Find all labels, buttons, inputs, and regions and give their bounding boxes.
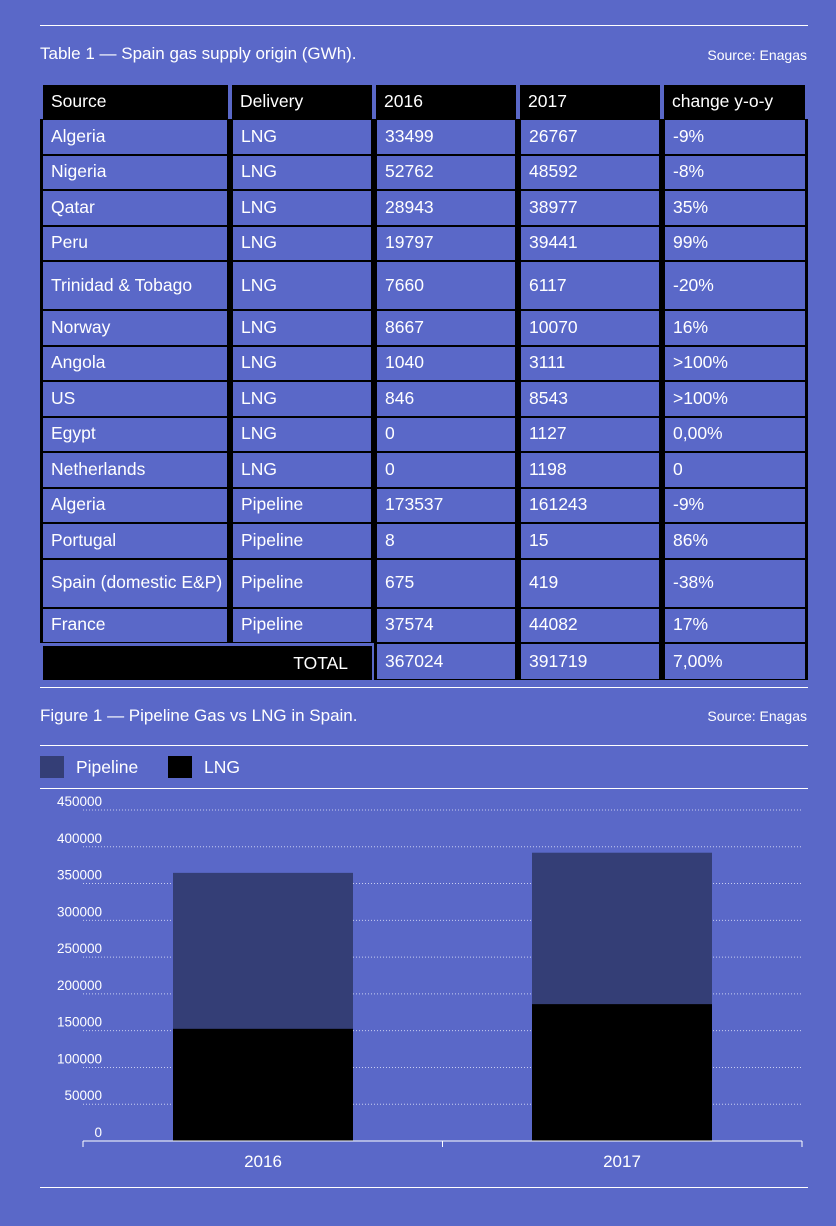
cell-value-2017: 39441: [518, 226, 662, 262]
total-label: TOTAL: [43, 646, 372, 680]
legend-top-rule: [40, 745, 808, 746]
supply-table: [40, 85, 808, 680]
y-tick-label: 350000: [56, 867, 102, 883]
cell-change: -38%: [662, 559, 808, 608]
cell-change: 0: [662, 452, 808, 488]
cell-value-2016: 1040: [374, 346, 518, 382]
cell-value-2016: 19797: [374, 226, 518, 262]
cell-change: 0,00%: [662, 417, 808, 453]
cell-change: -9%: [662, 119, 808, 155]
cell-value-2016: 173537: [374, 488, 518, 524]
cell-value-2017: 161243: [518, 488, 662, 524]
cell-value-2017: 26767: [518, 119, 662, 155]
bar-pipeline-2016: [173, 873, 353, 1029]
cell-source: Trinidad & Tobago: [40, 261, 230, 310]
cell-value-2016: 0: [374, 452, 518, 488]
cell-delivery: Pipeline: [230, 523, 374, 559]
y-tick-label: 450000: [56, 794, 102, 809]
cell-value-2017: 10070: [518, 310, 662, 346]
stacked-bar-chart: [0, 790, 836, 1190]
cell-source: Nigeria: [40, 155, 230, 191]
bar-lng-2017: [532, 1004, 712, 1141]
cell-value-2017: 6117: [518, 261, 662, 310]
cell-delivery: Pipeline: [230, 559, 374, 608]
cell-value-2017: 8543: [518, 381, 662, 417]
cell-delivery: LNG: [230, 310, 374, 346]
cell-delivery: LNG: [230, 190, 374, 226]
y-tick-label: 300000: [56, 904, 102, 920]
cell-source: France: [40, 608, 230, 644]
cell-source: Qatar: [40, 190, 230, 226]
cell-change: 99%: [662, 226, 808, 262]
table-row: [40, 190, 808, 226]
cell-value-2017: 48592: [518, 155, 662, 191]
column-header-delivery: Delivery: [232, 85, 372, 119]
cell-value-2017: 419: [518, 559, 662, 608]
top-rule: [40, 25, 808, 26]
cell-value-2016: 846: [374, 381, 518, 417]
y-tick-label: 0: [94, 1125, 102, 1140]
table-row: [40, 523, 808, 559]
figure-top-rule: [40, 687, 808, 688]
cell-delivery: Pipeline: [230, 608, 374, 644]
cell-change: -9%: [662, 488, 808, 524]
cell-value-2016: 675: [374, 559, 518, 608]
cell-delivery: LNG: [230, 119, 374, 155]
cell-source: US: [40, 381, 230, 417]
cell-value-2016: 37574: [374, 608, 518, 644]
table-row: [40, 310, 808, 346]
table-row: [40, 119, 808, 155]
cell-value-2017: 3111: [518, 346, 662, 382]
cell-change: 17%: [662, 608, 808, 644]
table-row: [40, 381, 808, 417]
figure-caption: Figure 1 — Pipeline Gas vs LNG in Spain.: [40, 706, 358, 725]
column-header-source: Source: [43, 85, 228, 119]
column-header-value-2016: 2016: [376, 85, 516, 119]
table-row: [40, 261, 808, 310]
cell-delivery: LNG: [230, 261, 374, 310]
x-tick-label: 2016: [244, 1152, 282, 1171]
table-row: [40, 452, 808, 488]
cell-value-2016: 0: [374, 417, 518, 453]
y-tick-label: 250000: [56, 941, 102, 957]
cell-value-2016: 33499: [374, 119, 518, 155]
cell-value-2016: 8: [374, 523, 518, 559]
cell-source: Norway: [40, 310, 230, 346]
cell-value-2016: 52762: [374, 155, 518, 191]
table-total-row: [40, 643, 808, 680]
cell-delivery: LNG: [230, 452, 374, 488]
cell-source: Algeria: [40, 119, 230, 155]
cell-change: 86%: [662, 523, 808, 559]
cell-change: -8%: [662, 155, 808, 191]
legend-bottom-rule: [40, 788, 808, 789]
legend-label-pipeline: Pipeline: [76, 757, 139, 777]
cell-source: Algeria: [40, 488, 230, 524]
cell-value-2016: 7660: [374, 261, 518, 310]
cell-source: Spain (domestic E&P): [40, 559, 230, 608]
total-2016: 367024: [374, 643, 518, 680]
cell-delivery: LNG: [230, 155, 374, 191]
cell-source: Angola: [40, 346, 230, 382]
table-row: [40, 488, 808, 524]
cell-source: Netherlands: [40, 452, 230, 488]
cell-value-2017: 1127: [518, 417, 662, 453]
table-row: [40, 155, 808, 191]
cell-delivery: LNG: [230, 226, 374, 262]
total-2017: 391719: [518, 643, 662, 680]
cell-delivery: LNG: [230, 381, 374, 417]
table-row: [40, 559, 808, 608]
cell-delivery: Pipeline: [230, 488, 374, 524]
total-change: 7,00%: [662, 643, 808, 680]
column-header-value-2017: 2017: [520, 85, 660, 119]
cell-value-2017: 1198: [518, 452, 662, 488]
y-tick-label: 150000: [56, 1014, 102, 1030]
cell-delivery: LNG: [230, 417, 374, 453]
table-row: [40, 226, 808, 262]
legend-swatch-pipeline: [40, 756, 64, 778]
table-row: [40, 346, 808, 382]
table-source: Source: Enagas: [707, 47, 807, 63]
cell-change: 16%: [662, 310, 808, 346]
y-tick-label: 200000: [56, 977, 102, 993]
x-tick-label: 2017: [603, 1152, 641, 1171]
cell-change: 35%: [662, 190, 808, 226]
table-caption: Table 1 — Spain gas supply origin (GWh).: [40, 44, 357, 63]
table-row: [40, 417, 808, 453]
cell-source: Portugal: [40, 523, 230, 559]
bar-lng-2016: [173, 1029, 353, 1141]
cell-change: >100%: [662, 381, 808, 417]
cell-value-2017: 38977: [518, 190, 662, 226]
cell-change: >100%: [662, 346, 808, 382]
table-header-row: [40, 85, 808, 119]
bar-pipeline-2017: [532, 853, 712, 1004]
bottom-rule: [40, 1187, 808, 1188]
column-header-change: change y-o-y: [664, 85, 805, 119]
figure-source: Source: Enagas: [707, 708, 807, 724]
cell-source: Peru: [40, 226, 230, 262]
cell-value-2016: 8667: [374, 310, 518, 346]
y-tick-label: 400000: [56, 830, 102, 846]
legend-swatch-lng: [168, 756, 192, 778]
y-tick-label: 50000: [64, 1088, 102, 1104]
cell-value-2017: 15: [518, 523, 662, 559]
cell-delivery: LNG: [230, 346, 374, 382]
cell-value-2016: 28943: [374, 190, 518, 226]
table-row: [40, 608, 808, 644]
cell-value-2017: 44082: [518, 608, 662, 644]
legend-label-lng: LNG: [204, 757, 240, 777]
y-tick-label: 100000: [56, 1051, 102, 1067]
cell-source: Egypt: [40, 417, 230, 453]
cell-change: -20%: [662, 261, 808, 310]
